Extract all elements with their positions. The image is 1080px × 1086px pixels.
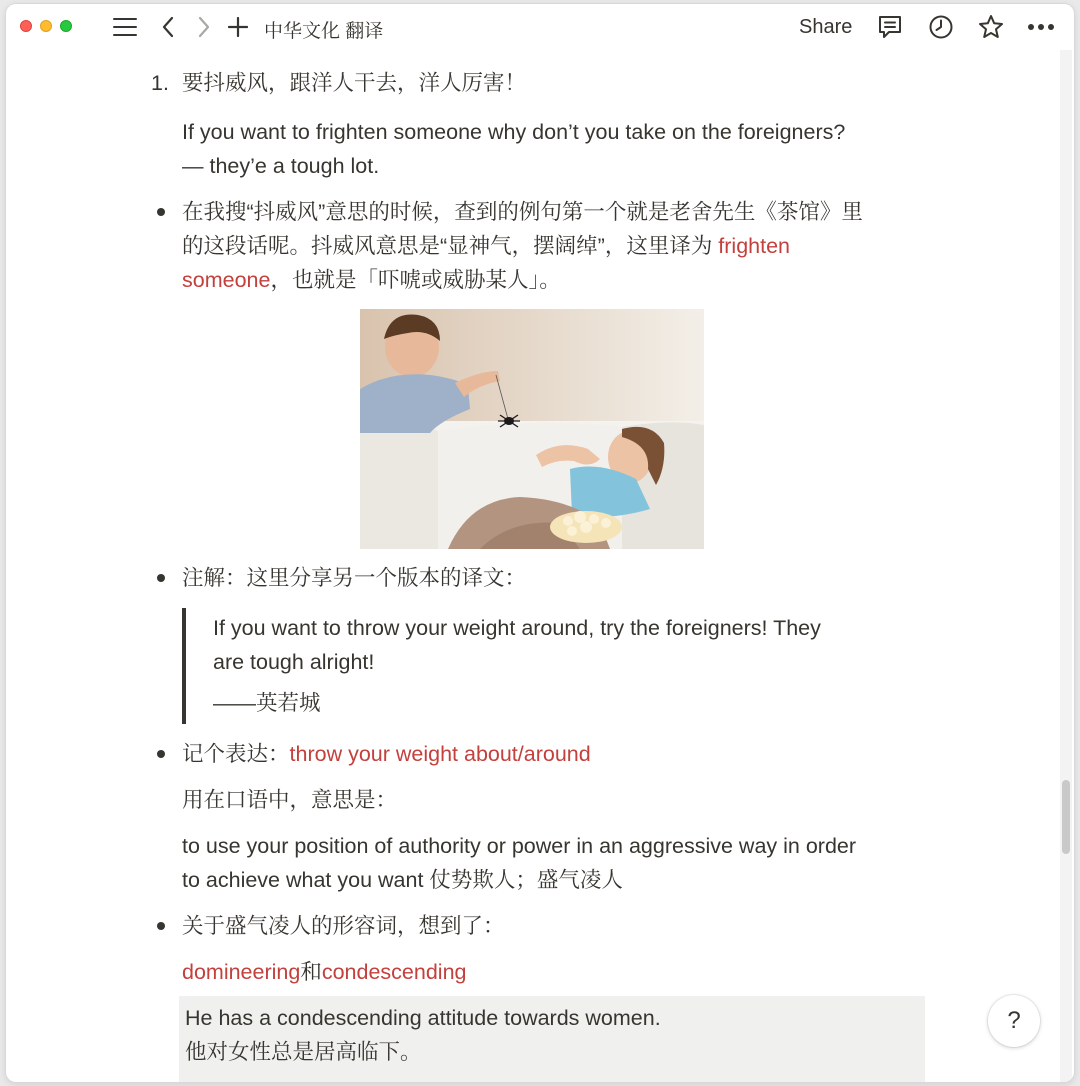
bullet-text-line[interactable]: 在我搜“抖威风”意思的时候，查到的例句第一个就是老舍先生《茶馆》里 bbox=[182, 200, 863, 224]
scrollbar-thumb[interactable] bbox=[1062, 780, 1070, 854]
example-block[interactable] bbox=[179, 996, 925, 1082]
translation-line[interactable]: If you want to frighten someone why don’t you take on the foreigners? bbox=[182, 120, 846, 144]
scrollbar-track[interactable] bbox=[1060, 50, 1072, 1082]
example-chinese: 他对女性总是居高临下。 bbox=[185, 1040, 422, 1064]
ellipsis-icon[interactable] bbox=[1027, 13, 1055, 41]
sub-text-line[interactable]: 用在口语中，意思是： bbox=[182, 788, 398, 812]
share-button[interactable]: Share bbox=[799, 16, 853, 38]
clock-icon[interactable] bbox=[927, 13, 955, 41]
chevron-left-icon[interactable] bbox=[154, 13, 182, 41]
title-bar bbox=[6, 4, 1074, 50]
translation-line[interactable]: — they’e a tough lot. bbox=[182, 154, 380, 178]
numbered-item-text[interactable]: 要抖威风，跟洋人干去，洋人厉害！ bbox=[182, 71, 527, 95]
quote-block[interactable] bbox=[182, 608, 922, 724]
list-number: 1. bbox=[151, 71, 169, 95]
bullet-text-line[interactable] bbox=[182, 229, 922, 263]
maximize-window-button[interactable] bbox=[60, 20, 72, 32]
app-window bbox=[6, 4, 1074, 1082]
text-span: 记个表达： bbox=[182, 742, 290, 766]
comment-icon[interactable] bbox=[876, 13, 904, 41]
illustration-image[interactable] bbox=[360, 309, 704, 549]
highlight-text: domineering bbox=[182, 960, 301, 984]
close-window-button[interactable] bbox=[20, 20, 32, 32]
quote-author: ——英若城 bbox=[213, 691, 321, 715]
highlight-text: someone bbox=[182, 268, 271, 292]
highlight-text: throw your weight about/around bbox=[289, 742, 591, 766]
plus-icon[interactable] bbox=[224, 13, 252, 41]
bullet-dot bbox=[157, 574, 165, 582]
page-content bbox=[6, 50, 1060, 1082]
highlight-text: condescending bbox=[321, 960, 467, 984]
definition-line[interactable]: to use your position of authority or power in an aggressive way in order bbox=[182, 834, 857, 858]
text-span: 的这段话呢。抖威风意思是“显神气，摆阔绰”，这里译为 bbox=[182, 234, 719, 258]
definition-line[interactable]: to achieve what you want 仗势欺人；盛气凌人 bbox=[182, 868, 623, 892]
bullet-dot bbox=[157, 750, 165, 758]
hamburger-icon[interactable] bbox=[111, 13, 139, 41]
help-button[interactable]: ? bbox=[988, 995, 1040, 1047]
bullet-dot bbox=[157, 208, 165, 216]
bullet-text-line[interactable] bbox=[182, 737, 922, 771]
quote-line: If you want to throw your weight around, try the foreigners! They bbox=[213, 616, 821, 640]
highlight-text: frighten bbox=[718, 234, 791, 258]
page-title[interactable]: 中华文化 翻译 bbox=[264, 21, 384, 42]
vocab-line[interactable] bbox=[182, 955, 922, 989]
chevron-right-icon[interactable] bbox=[190, 13, 218, 41]
text-span: ，也就是「吓唬或威胁某人」。 bbox=[270, 268, 561, 292]
minimize-window-button[interactable] bbox=[40, 20, 52, 32]
bullet-text-line[interactable]: 注解：这里分享另一个版本的译文： bbox=[182, 566, 527, 590]
bullet-text-line[interactable] bbox=[182, 263, 922, 297]
quote-line: are tough alright! bbox=[213, 650, 375, 674]
bullet-dot bbox=[157, 922, 165, 930]
star-icon[interactable] bbox=[977, 13, 1005, 41]
text-span: 和 bbox=[300, 960, 322, 984]
example-english: He has a condescending attitude towards women. bbox=[185, 1006, 661, 1030]
bullet-text-line[interactable]: 关于盛气凌人的形容词，想到了： bbox=[182, 914, 505, 938]
